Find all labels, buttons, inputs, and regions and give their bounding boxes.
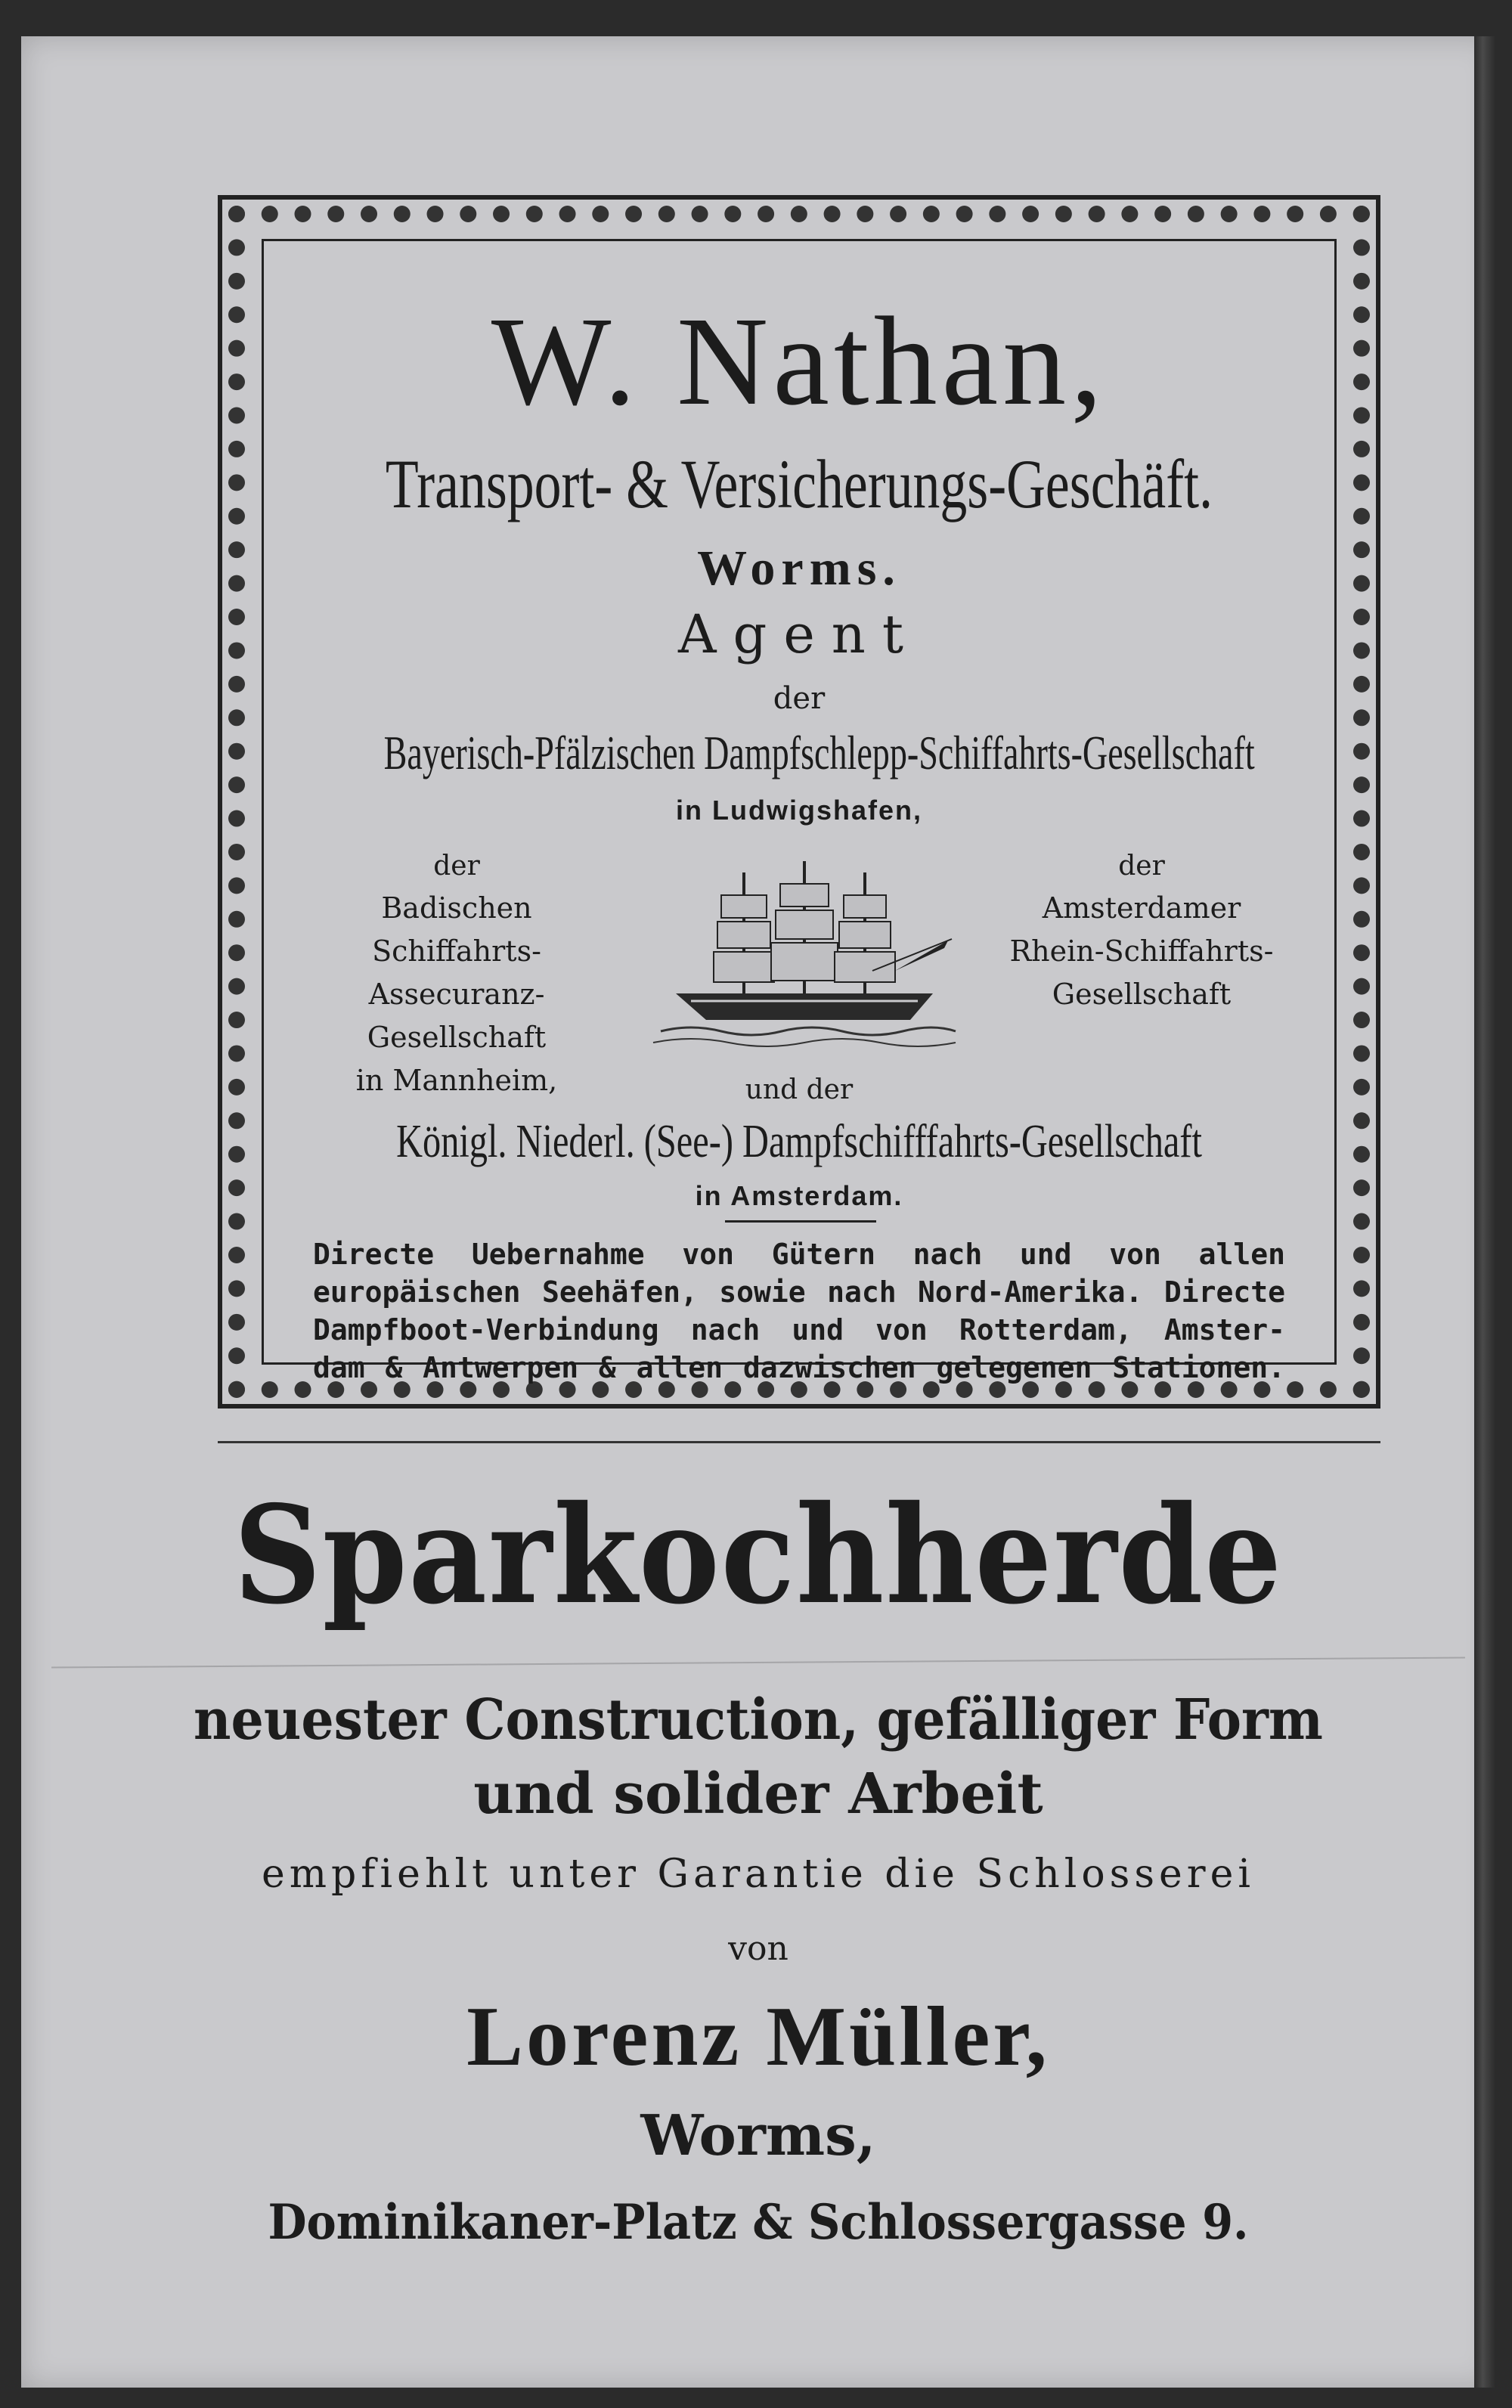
- der-label: der: [773, 681, 826, 716]
- small-divider: [725, 1220, 876, 1223]
- right-line-2: Rhein-Schiffahrts-: [1009, 934, 1274, 968]
- paper-crease: [51, 1656, 1465, 1668]
- product-line-3: empfiehlt unter Garantie die Schlosserei: [261, 1852, 1256, 1897]
- und-der-label: und der: [745, 1074, 854, 1105]
- left-der: der: [433, 851, 480, 882]
- page-edge: [1474, 36, 1495, 2388]
- section-divider: [218, 1441, 1380, 1443]
- agent-heading: Agent: [678, 603, 920, 665]
- company-dutch: Königl. Niederl. (See-) Dampfschifffahrts-Gesellschaft: [396, 1116, 1202, 1167]
- product-title: Sparkochherde: [234, 1476, 1283, 1634]
- notice-line-2: europäischen Seehäfen, sowie nach Nord-Amerika. Directe: [313, 1275, 1285, 1309]
- left-line-2: Assecuranz-Gesellschaft: [367, 978, 547, 1054]
- left-line-1: Badischen Schiffahrts-: [372, 891, 541, 968]
- firm-name: W. Nathan,: [491, 291, 1108, 432]
- merchant-name: Lorenz Müller,: [466, 1990, 1050, 2084]
- company-bavarian-place: in Ludwigshafen,: [676, 795, 922, 826]
- company-dutch-place: in Amsterdam.: [695, 1180, 903, 1211]
- von-label: von: [728, 1929, 789, 1968]
- firm-city: Worms.: [697, 541, 901, 596]
- right-line-1: Amsterdamer: [1042, 891, 1241, 925]
- notice-line-4: dam & Antwerpen & allen dazwischen gelegenen Stationen.: [313, 1351, 1285, 1384]
- product-line-2: und solider Arbeit: [473, 1762, 1043, 1827]
- service-notice: [313, 1235, 1285, 1387]
- merchant-city: Worms,: [640, 2103, 876, 2168]
- right-line-3: Gesellschaft: [1052, 978, 1232, 1011]
- right-der: der: [1118, 851, 1165, 882]
- left-column: [313, 846, 600, 1102]
- advertisement-nathan: [218, 195, 1380, 1409]
- notice-line-1: Directe Uebernahme von Gütern nach und von allen: [313, 1238, 1285, 1271]
- company-bavarian: Bayerisch-Pfälzischen Dampfschlepp-Schiffahrts-Gesellschaft: [383, 726, 1255, 779]
- sailing-ship-illustration: [646, 850, 963, 1054]
- right-column: [998, 846, 1285, 1016]
- product-line-1: neuester Construction, gefälliger Form: [194, 1687, 1323, 1753]
- merchant-address: Dominikaner-Platz & Schlossergasse 9.: [268, 2194, 1249, 2251]
- notice-line-3: Dampfboot-Verbindung nach und von Rotterdam, Amster-: [313, 1313, 1285, 1347]
- document-page: [21, 36, 1495, 2388]
- left-line-3: in Mannheim,: [355, 1064, 558, 1097]
- business-description: Transport- & Versicherungs-Geschäft.: [385, 445, 1213, 522]
